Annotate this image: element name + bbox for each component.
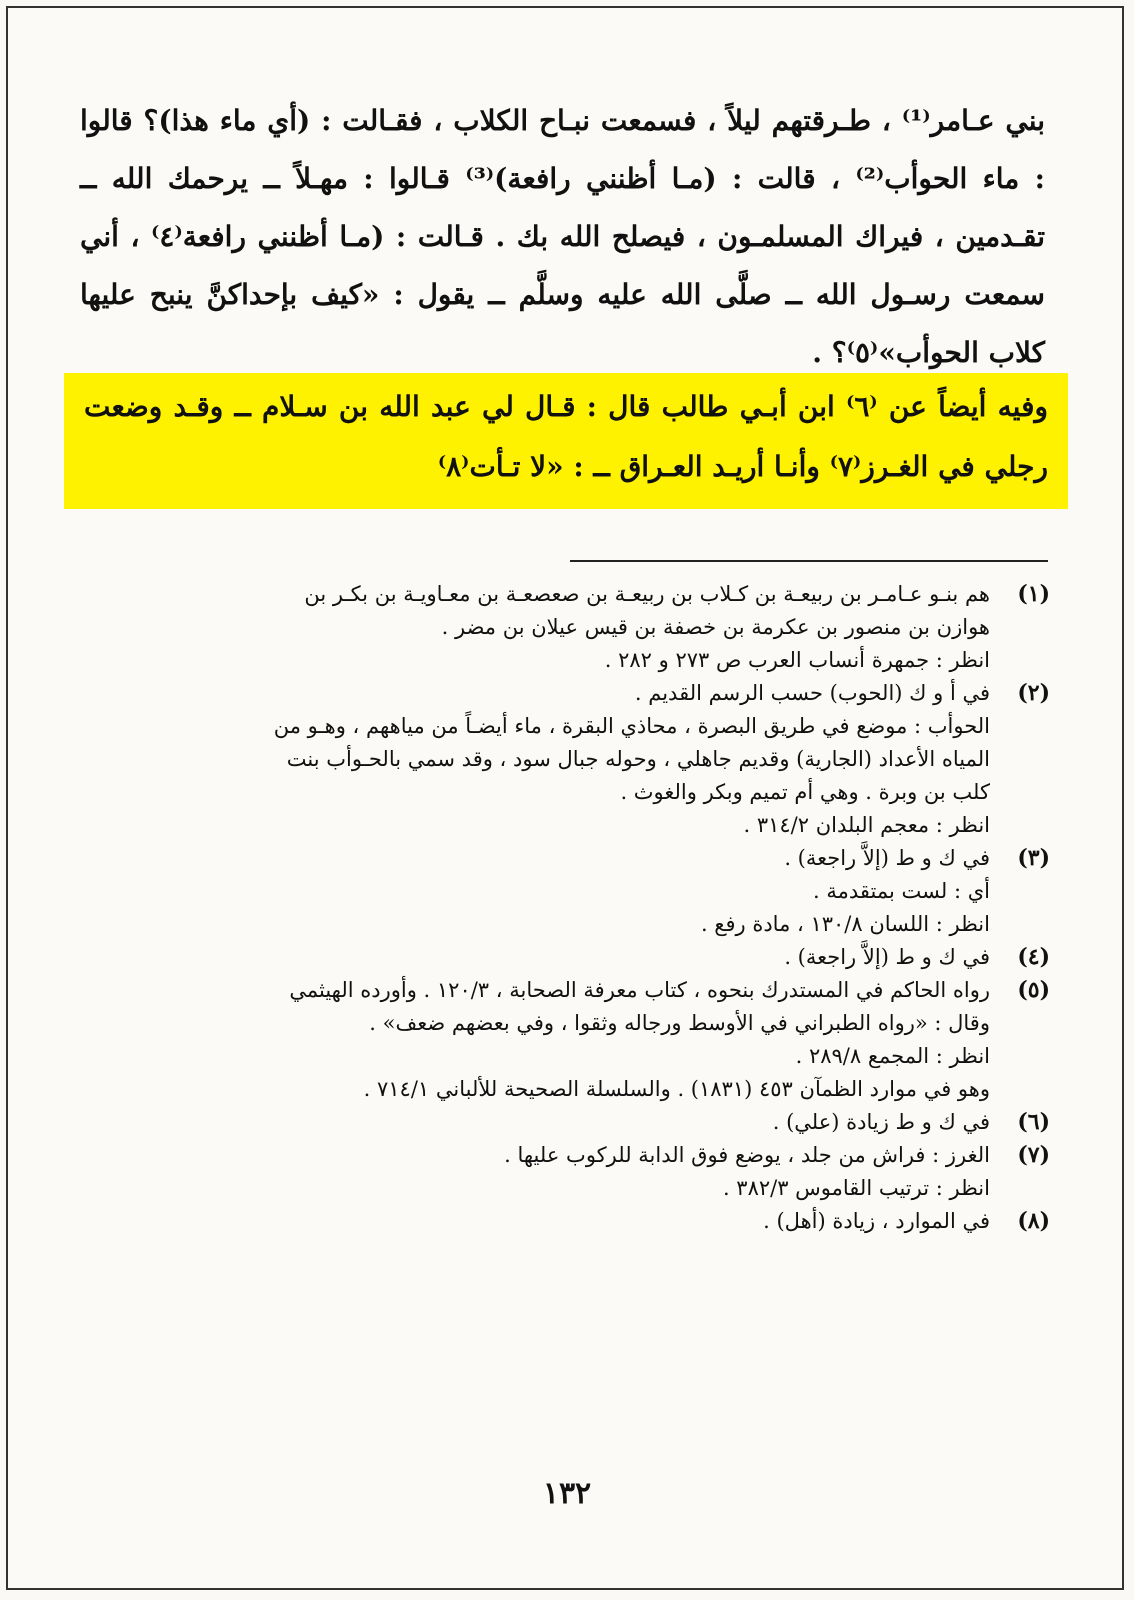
footnote-body xyxy=(80,842,990,941)
footnote xyxy=(80,974,1050,1106)
footnote-line: انظر : ترتيب القاموس ٣٨٢/٣ . xyxy=(722,1176,990,1200)
main-text xyxy=(80,92,1045,382)
footnote-line: هوازن بن منصور بن عكرمة بن خصفة بن قيس عيلان بن مضر . xyxy=(441,615,990,639)
footnote-line: انظر : جمهرة أنساب العرب ص ٢٧٣ و ٢٨٢ . xyxy=(604,648,990,672)
footnote-body xyxy=(80,1139,990,1205)
footnote-line: في الموارد ، زيادة (أهل) . xyxy=(763,1209,990,1233)
footnote-body xyxy=(80,1205,990,1238)
footnote-line: انظر : اللسان ١٣٠/٨ ، مادة رفع . xyxy=(700,912,990,936)
footnote-number: (٧) xyxy=(1017,1142,1050,1168)
footnote-divider xyxy=(570,560,1048,562)
footnote xyxy=(80,677,1050,842)
footnote-body xyxy=(80,578,990,677)
footnote-number: (٤) xyxy=(1017,944,1050,970)
footnote xyxy=(80,941,1050,974)
highlighted-passage xyxy=(64,373,1068,509)
footnote-number: (٦) xyxy=(1017,1109,1050,1135)
main-paragraph: بني عـامر⁽¹⁾ ، طـرقتهم ليلاً ، فسمعت نبـاح الكلاب ، فقـالت : (أي ماء هذا)؟ قالوا : ماء الحوأب⁽²⁾ ، قالت : (مـا أظنني رافعة)⁽³⁾ قـالوا : مهـلاً ــ يرحمك الله ــ تقـدمين ، فيراك المسلمـون ، فيصلح الله بك . قـالت : (مـا أظنني رافعة⁽٤⁾ ، أني سمعت رسـول الله ــ صلَّى الله عليه وسلَّم ــ يقول : «كيف بإحداكنَّ ينبح عليها كلاب الحوأب»⁽٥⁾؟ . xyxy=(80,104,1046,369)
footnote-line: أي : لست بمتقدمة . xyxy=(813,879,990,903)
footnote-line: انظر : المجمع ٢٨٩/٨ . xyxy=(795,1044,990,1068)
footnote-line: وهو في موارد الظمآن ٤٥٣ (١٨٣١) . والسلسلة الصحيحة للألباني ٧١٤/١ . xyxy=(363,1077,990,1101)
footnote-line: في ك و ط (إلاَّ راجعة) . xyxy=(784,945,990,969)
footnote-line: هم بنـو عـامـر بن ربيعـة بن كـلاب بن ربيعـة بن صعصعـة بن معـاويـة بن بكـر بن xyxy=(304,582,990,606)
footnote-body xyxy=(80,677,990,842)
footnote-line: وقال : «رواه الطبراني في الأوسط ورجاله وثقوا ، وفي بعضهم ضعف» . xyxy=(369,1011,990,1035)
footnote-line: في ك و ط (إلاَّ راجعة) . xyxy=(784,846,990,870)
footnote-line: كلب بن وبرة . وهي أم تميم وبكر والغوث . xyxy=(620,780,990,804)
footnote-line: في أ و ك (الحوب) حسب الرسم القديم . xyxy=(634,681,990,705)
page-number: ١٣٢ xyxy=(542,1476,592,1511)
footnote xyxy=(80,578,1050,677)
footnote-line: الغرز : فراش من جلد ، يوضع فوق الدابة للركوب عليها . xyxy=(504,1143,990,1167)
footnote xyxy=(80,1205,1050,1238)
footnotes xyxy=(80,578,1050,1238)
footnote-line: المياه الأعداد (الجارية) وقديم جاهلي ، وحوله جبال سود ، وقد سمي بالحـوأب بنت xyxy=(286,747,990,771)
footnote-line: رواه الحاكم في المستدرك بنحوه ، كتاب معرفة الصحابة ، ١٢٠/٣ . وأورده الهيثمي xyxy=(289,978,990,1002)
footnote-line: في ك و ط زيادة (علي) . xyxy=(772,1110,990,1134)
footnote-number: (٨) xyxy=(1017,1208,1050,1234)
footnote-number: (٢) xyxy=(1017,680,1050,706)
highlighted-text: وفيه أيضاً عن ⁽٦⁾ ابن أبـي طالب قال : قـال لي عبد الله بن سـلام ــ وقـد وضعت رجلي في الغـرز⁽٧⁾ وأنـا أريـد العـراق ــ : «لا تـأت⁽٨⁾ xyxy=(84,390,1048,483)
footnote xyxy=(80,1106,1050,1139)
footnote-line: الحوأب : موضع في طريق البصرة ، محاذي البقرة ، ماء أيضـاً من مياههم ، وهـو من xyxy=(273,714,990,738)
footnote-number: (١) xyxy=(1017,581,1050,607)
footnote-body xyxy=(80,941,990,974)
footnote xyxy=(80,1139,1050,1205)
footnote-line: انظر : معجم البلدان ٣١٤/٢ . xyxy=(743,813,990,837)
footnote-body xyxy=(80,1106,990,1139)
footnote-number: (٥) xyxy=(1017,977,1050,1003)
footnote xyxy=(80,842,1050,941)
footnote-number: (٣) xyxy=(1017,845,1050,871)
footnote-body xyxy=(80,974,990,1106)
